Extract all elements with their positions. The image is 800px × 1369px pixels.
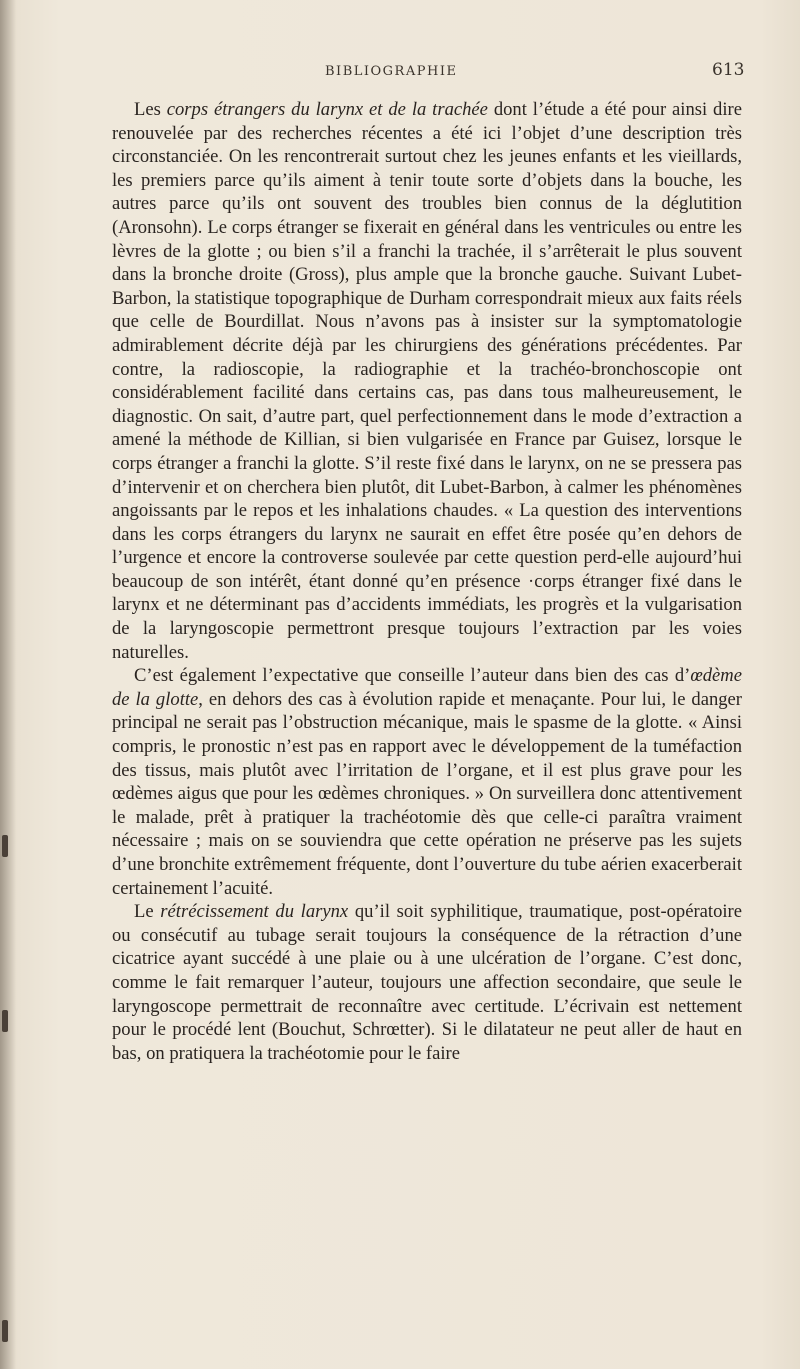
paragraph-oedeme: C’est également l’expectative que conseille l’auteur dans bien des cas d’œdème de la glotte, en dehors des cas à évolution rapide et menaçante. Pour lui, le danger principal ne serait pas l’obstruction mécanique, mais le spasme de la glotte. « Ainsi compris, le pronostic n’est pas en rapport avec le développement de la tuméfaction des tissus, mais plutôt avec l’irritation de l’organe, et il est plus grave pour les œdèmes aigus que pour les œdèmes chroniques. » On surveillera donc attentivement le malade, prêt à pratiquer la trachéotomie dès que celle-ci paraîtra vraiment nécessaire ; mais on se souviendra que cette opération ne préserve pas les sujets d’une bronchite extrêmement fréquente, dont l’ouverture du tube aérien exacerberait certainement l’acuité. xyxy=(112,665,742,899)
body-text xyxy=(112,98,742,1065)
page-number: 613 xyxy=(712,60,745,80)
paragraph-foreign-bodies: Les corps étrangers du larynx et de la trachée dont l’étude a été pour ainsi dire renouvelée par des recherches récentes a été ici l’objet d’une description très circonstanciée. On les rencontrerait surtout chez les jeunes enfants et les vieillards, les premiers parce qu’ils aiment à tenir toute sorte d’objets dans la bouche, les autres parce qu’ils ont souvent des troubles bien connus de la déglutition (Aronsohn). Le corps étranger se fixerait en général dans les ventricules ou entre les lèvres de la glotte ; ou bien s’il a franchi la trachée, il s’arrêterait le plus souvent dans la bronche droite (Gross), plus ample que la bronche gauche. Suivant Lubet-Barbon, la statistique topographique de Durham correspondrait mieux aux faits réels que celle de Bourdillat. Nous n’avons pas à insister sur la symptomatologie admirablement décrite déjà par les chirurgiens des générations précédentes. Par contre, la radioscopie, la radiographie et la trachéo-bronchoscopie ont considérablement facilité dans certains cas, pas dans tous malheureusement, le diagnostic. On sait, d’autre part, quel perfectionnement dans le mode d’extraction a amené la méthode de Killian, si bien vulgarisée en France par Guisez, lorsque le corps étranger a franchi la glotte. S’il reste fixé dans le larynx, on ne se pressera pas d’intervenir et on cherchera bien plutôt, dit Lubet-Barbon, à calmer les phénomènes angoissants par le repos et les inhalations chaudes. « La question des interventions dans les corps étrangers du larynx ne saurait en effet être posée qu’en dehors de l’urgence et encore la controverse soulevée par cette question perd-elle aujourd’hui beaucoup de son intérêt, étant donné qu’en présence ·corps étranger fixé dans le larynx et ne déterminant pas d’accidents immédiats, les progrès et la vulgarisation de la laryngoscopie permettront presque toujours l’extraction par les voies naturelles. xyxy=(112,99,742,663)
margin-mark xyxy=(2,1010,8,1032)
margin-mark xyxy=(2,1320,8,1342)
margin-mark xyxy=(2,835,8,857)
term-oedeme-glotte: œdème de la glotte xyxy=(112,665,742,710)
term-corps-etrangers: corps étrangers du larynx et de la trachée xyxy=(166,99,488,120)
term-retrecissement-larynx: rétrécissement du larynx xyxy=(160,901,349,923)
page-header xyxy=(0,60,800,90)
paragraph-retrecissement: Le rétrécissement du larynx qu’il soit syphilitique, traumatique, post-opératoire ou consécutif au tubage serait toujours la conséquence de la rétraction d’une cicatrice ayant succédé à une plaie ou à une ulcération de l’organe. C’est donc, comme le fait remarquer l’auteur, toujours une affection secondaire, que seule le laryngoscope permettrait de reconnaître avec certitude. L’écrivain est nettement pour le procédé lent (Bouchut, Schrœtter). Si le dilatateur ne peut aller de haut en bas, on pratiquera la trachéotomie pour le faire xyxy=(112,901,743,1064)
page-binding-shadow xyxy=(0,0,16,1369)
running-head: BIBLIOGRAPHIE xyxy=(325,64,458,79)
